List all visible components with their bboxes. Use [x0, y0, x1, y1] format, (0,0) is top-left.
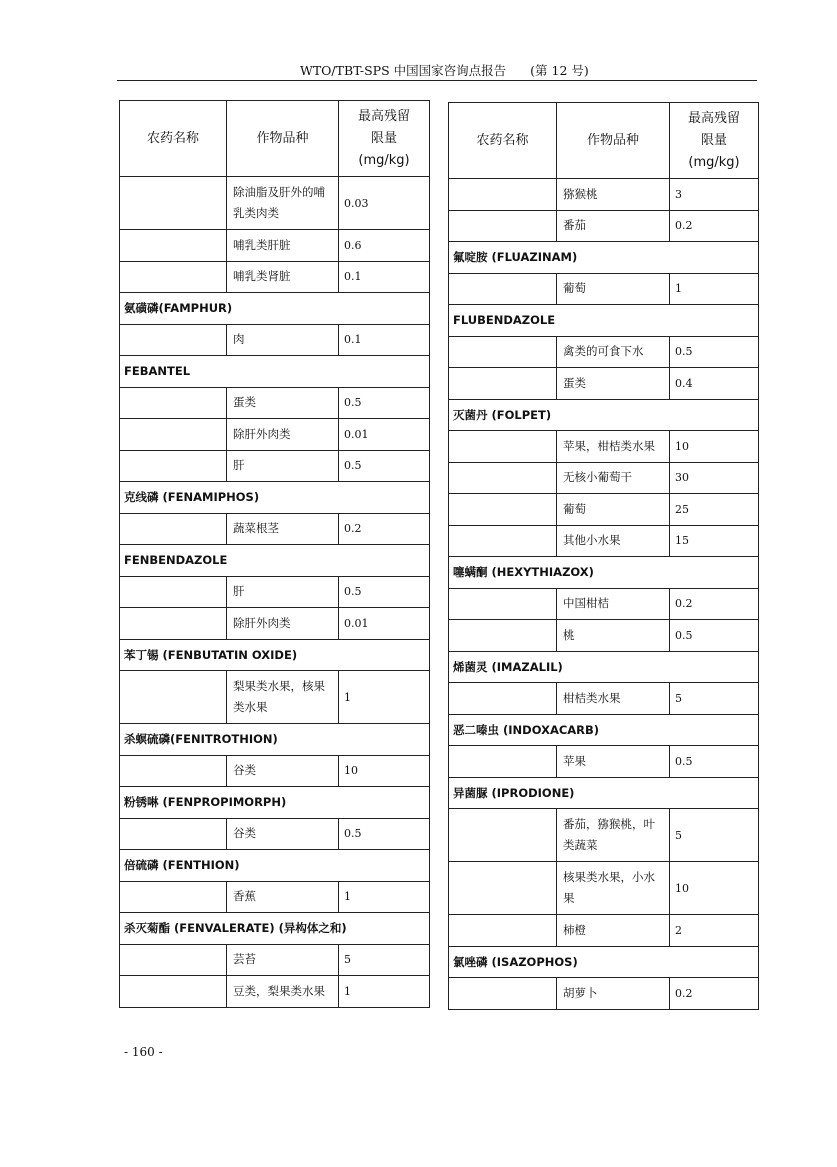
crop-cell: 梨果类水果，核果类水果 [227, 671, 339, 724]
crop-cell: 芸苔 [227, 944, 339, 976]
crop-cell: 除油脂及肝外的哺乳类肉类 [227, 177, 339, 230]
pesticide-row [120, 787, 430, 819]
pesticide-row [120, 293, 430, 325]
table-header-row [449, 103, 759, 179]
pesticide-row [449, 557, 759, 589]
pesticide-row [449, 242, 759, 274]
crop-column-header: 作物品种 [557, 103, 670, 179]
pesticide-row [449, 777, 759, 809]
pesticide-name: 克线磷 (FENAMIPHOS) [120, 482, 430, 514]
table-row [449, 746, 759, 778]
mrl-column-header: 最高残留 限量 (mg/kg) [670, 103, 759, 179]
pesticide-name: 苯丁锡 (FENBUTATIN OXIDE) [120, 639, 430, 671]
crop-cell: 番茄 [557, 210, 670, 242]
table-row [449, 368, 759, 400]
mrl-cell: 0.5 [670, 336, 759, 368]
mrl-cell: 0.5 [670, 746, 759, 778]
crop-cell: 禽类的可食下水 [557, 336, 670, 368]
table-header-row [120, 101, 430, 177]
mrl-cell: 1 [339, 976, 430, 1008]
table-row [120, 387, 430, 419]
header-title: WTO/TBT-SPS 中国国家咨询点报告 [300, 63, 507, 78]
mrl-cell: 1 [339, 881, 430, 913]
mrl-cell: 5 [670, 683, 759, 715]
table-row [449, 862, 759, 915]
mrl-cell: 15 [670, 525, 759, 557]
table-row [449, 210, 759, 242]
mrl-cell: 10 [670, 862, 759, 915]
pesticide-column-header: 农药名称 [449, 103, 557, 179]
mrl-cell: 0.01 [339, 608, 430, 640]
mrl-cell: 0.6 [339, 230, 430, 262]
header-issue: (第 12 号) [530, 63, 589, 78]
table-row [120, 755, 430, 787]
mrl-cell: 2 [670, 915, 759, 947]
mrl-cell: 0.5 [339, 576, 430, 608]
mrl-cell: 0.5 [339, 818, 430, 850]
crop-cell: 猕猴桃 [557, 179, 670, 211]
crop-cell: 柿橙 [557, 915, 670, 947]
mrl-cell: 0.03 [339, 177, 430, 230]
crop-cell: 胡萝卜 [557, 978, 670, 1010]
crop-cell: 谷类 [227, 755, 339, 787]
table-row [449, 915, 759, 947]
pesticide-name: 氨磺磷(FAMPHUR) [120, 293, 430, 325]
mrl-cell: 0.1 [339, 324, 430, 356]
table-row [120, 419, 430, 451]
crop-cell: 除肝外肉类 [227, 608, 339, 640]
table-row [120, 324, 430, 356]
mrl-cell: 0.2 [339, 513, 430, 545]
left-residue-table [119, 100, 430, 1008]
mrl-cell: 25 [670, 494, 759, 526]
mrl-cell: 10 [339, 755, 430, 787]
pesticide-row [449, 651, 759, 683]
crop-cell: 豆类，梨果类水果 [227, 976, 339, 1008]
mrl-cell: 0.1 [339, 261, 430, 293]
crop-cell: 番茄，猕猴桃，叶类蔬菜 [557, 809, 670, 862]
pesticide-column-header: 农药名称 [120, 101, 227, 177]
table-row [120, 513, 430, 545]
table-row [449, 273, 759, 305]
table-row [120, 177, 430, 230]
crop-cell: 柑桔类水果 [557, 683, 670, 715]
crop-cell: 葡萄 [557, 494, 670, 526]
pesticide-name: 倍硫磷 (FENTHION) [120, 850, 430, 882]
pesticide-row [449, 714, 759, 746]
crop-cell: 哺乳类肾脏 [227, 261, 339, 293]
running-header [300, 61, 589, 79]
table-row [120, 450, 430, 482]
header-rule [117, 80, 757, 81]
table-row [449, 462, 759, 494]
table-row [120, 576, 430, 608]
table-row [120, 230, 430, 262]
crop-cell: 除肝外肉类 [227, 419, 339, 451]
pesticide-name: 氯唑磷 (ISAZOPHOS) [449, 946, 759, 978]
crop-cell: 桃 [557, 620, 670, 652]
pesticide-row [120, 356, 430, 388]
crop-cell: 香蕉 [227, 881, 339, 913]
pesticide-row [449, 946, 759, 978]
crop-cell: 蛋类 [227, 387, 339, 419]
pesticide-name: FLUBENDAZOLE [449, 305, 759, 337]
table-row [449, 494, 759, 526]
crop-cell: 苹果，柑桔类水果 [557, 431, 670, 463]
crop-cell: 中国柑桔 [557, 588, 670, 620]
page-number: - 160 - [124, 1045, 163, 1059]
mrl-cell: 10 [670, 431, 759, 463]
crop-cell: 苹果 [557, 746, 670, 778]
pesticide-name: 恶二嗪虫 (INDOXACARB) [449, 714, 759, 746]
mrl-column-header: 最高残留 限量 (mg/kg) [339, 101, 430, 177]
mrl-cell: 1 [339, 671, 430, 724]
crop-cell: 蛋类 [557, 368, 670, 400]
table-row [449, 179, 759, 211]
mrl-cell: 0.5 [339, 387, 430, 419]
mrl-cell: 0.4 [670, 368, 759, 400]
table-row [449, 588, 759, 620]
crop-cell: 葡萄 [557, 273, 670, 305]
mrl-cell: 5 [670, 809, 759, 862]
pesticide-name: 粉锈啉 (FENPROPIMORPH) [120, 787, 430, 819]
table-row [449, 978, 759, 1010]
mrl-cell: 1 [670, 273, 759, 305]
crop-cell: 其他小水果 [557, 525, 670, 557]
crop-cell: 无核小葡萄干 [557, 462, 670, 494]
pesticide-name: 异菌脲 (IPRODIONE) [449, 777, 759, 809]
table-row [120, 944, 430, 976]
pesticide-name: 杀灭菊酯 (FENVALERATE) (异构体之和) [120, 913, 430, 945]
pesticide-row [120, 482, 430, 514]
table-row [449, 620, 759, 652]
pesticide-row [120, 850, 430, 882]
pesticide-row [120, 545, 430, 577]
table-row [120, 671, 430, 724]
pesticide-name: 氟啶胺 (FLUAZINAM) [449, 242, 759, 274]
crop-cell: 蔬菜根茎 [227, 513, 339, 545]
mrl-cell: 0.2 [670, 210, 759, 242]
pesticide-name: 噻螨酮 (HEXYTHIAZOX) [449, 557, 759, 589]
table-row [120, 818, 430, 850]
crop-cell: 核果类水果，小水果 [557, 862, 670, 915]
table-row [449, 431, 759, 463]
crop-cell: 哺乳类肝脏 [227, 230, 339, 262]
table-row [449, 336, 759, 368]
table-row [449, 809, 759, 862]
mrl-cell: 5 [339, 944, 430, 976]
table-row [120, 608, 430, 640]
pesticide-name: FENBENDAZOLE [120, 545, 430, 577]
pesticide-row [120, 639, 430, 671]
crop-cell: 肉 [227, 324, 339, 356]
table-row [449, 525, 759, 557]
table-row [449, 683, 759, 715]
pesticide-name: 灭菌丹 (FOLPET) [449, 399, 759, 431]
table-row [120, 881, 430, 913]
pesticide-row [120, 913, 430, 945]
mrl-cell: 30 [670, 462, 759, 494]
mrl-cell: 0.5 [339, 450, 430, 482]
mrl-cell: 0.2 [670, 588, 759, 620]
pesticide-name: 杀螟硫磷(FENITROTHION) [120, 724, 430, 756]
mrl-cell: 3 [670, 179, 759, 211]
crop-column-header: 作物品种 [227, 101, 339, 177]
crop-cell: 肝 [227, 450, 339, 482]
pesticide-name: 烯菌灵 (IMAZALIL) [449, 651, 759, 683]
pesticide-name: FEBANTEL [120, 356, 430, 388]
mrl-cell: 0.5 [670, 620, 759, 652]
mrl-cell: 0.2 [670, 978, 759, 1010]
right-residue-table [448, 102, 759, 1010]
table-row [120, 976, 430, 1008]
table-row [120, 261, 430, 293]
crop-cell: 谷类 [227, 818, 339, 850]
pesticide-row [120, 724, 430, 756]
pesticide-row [449, 305, 759, 337]
pesticide-row [449, 399, 759, 431]
crop-cell: 肝 [227, 576, 339, 608]
mrl-cell: 0.01 [339, 419, 430, 451]
